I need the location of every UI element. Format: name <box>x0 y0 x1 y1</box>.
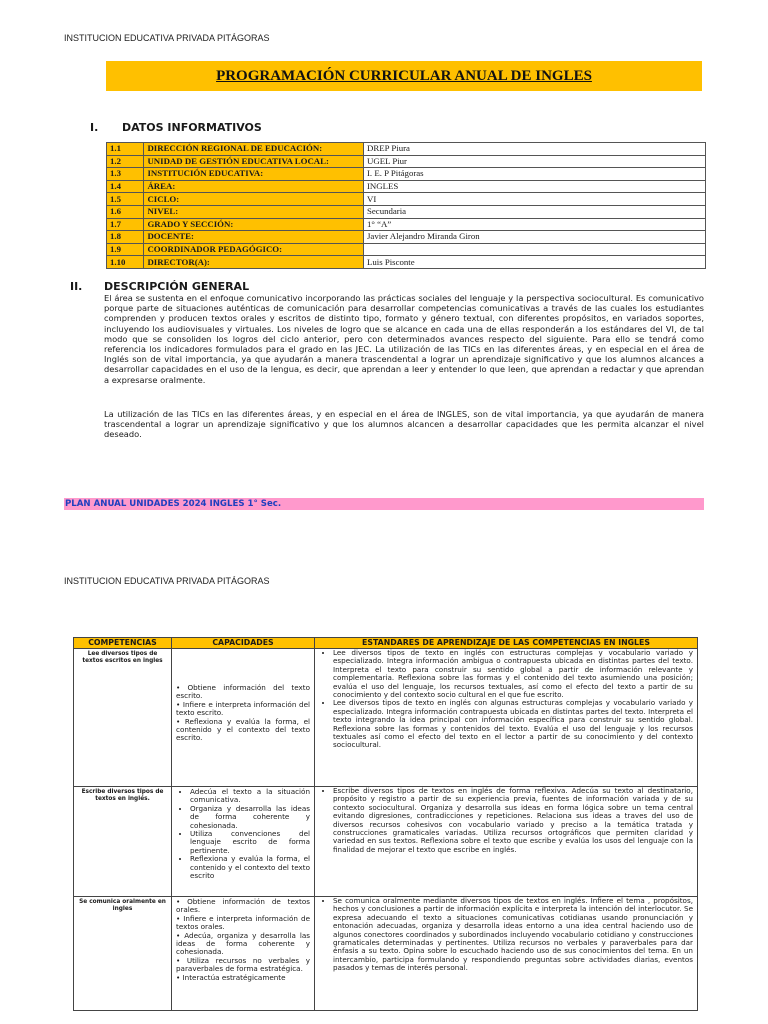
info-number: 1.4 <box>107 180 144 193</box>
header-competencias: COMPETENCIAS <box>74 638 172 649</box>
table-header-row <box>74 638 698 649</box>
info-number: 1.8 <box>107 231 144 244</box>
document-title-box <box>106 61 702 91</box>
info-number: 1.9 <box>107 243 144 256</box>
info-value <box>364 243 706 256</box>
capacidades-cell <box>172 649 315 787</box>
table-row <box>74 897 698 1011</box>
estandares-cell <box>315 649 698 787</box>
capacidad-item: • Utiliza recursos no verbales y paraverbales de forma estratégica. <box>176 955 310 974</box>
page-2-header: INSTITUCION EDUCATIVA PRIVADA PITÁGORAS <box>64 576 270 586</box>
capacidad-item: • Reflexiona y evalúa la forma, el contenido y el contexto del texto escrito <box>190 855 310 880</box>
capacidad-item: • Reflexiona y evalúa la forma, el contenido y el contexto del texto escrito. <box>176 716 310 743</box>
info-label: GRADO Y SECCIÓN: <box>144 218 364 231</box>
estandar-item: • Escribe diversos tipos de textos en inglés de forma reflexiva. Adecúa su texto al destinatario, propósito y registro a partir de su experiencia previa, fuentes de información variada y de su contexto sociocultural. Organiza y desarrolla sus ideas en forma lógica sobre un tema central evitando digresiones, contradicciones y repeticiones. Relaciona sus ideas a traves del uso de diversos recursos cohesivos con vocabulario variado y preciso a la temática tratada y construcciones gramaticales variadas. Utiliza recursos ortográficos que permiten claridad y variedad en sus textos. Reflexiona sobre el texto que escribe y evalúa los usos del lenguaje con la finalidad de mejorar el texto que escribe en inglés. <box>333 787 693 854</box>
estandares-cell <box>315 787 698 897</box>
capacidad-item: • Organiza y desarrolla las ideas de forma coherente y cohesionada. <box>190 805 310 830</box>
table-row <box>74 649 698 787</box>
estandar-item: • Lee diversos tipos de texto en inglés con estructuras complejas y vocabulario variado y especializado. Integra información ambigua o contrapuesta ubicada en distintas partes del texto. Interpreta el texto para construir su sentido global a partir de información relevante y complementaria. Reflexiona sobre las formas y el contenido del texto asumiendo una posición; evalúa el uso del lenguaje, los recursos textuales, así como el efecto del texto a partir de su conocimiento y del contexto socio cultural en el que fue escrito. <box>333 649 693 699</box>
section-1-heading: DATOS INFORMATIVOS <box>122 121 262 134</box>
section-2-heading: DESCRIPCIÓN GENERAL <box>104 280 250 293</box>
info-label: UNIDAD DE GESTIÓN EDUCATIVA LOCAL: <box>144 155 364 168</box>
plan-banner-text: PLAN ANUAL UNIDADES 2024 INGLES 1° Sec. <box>65 499 282 509</box>
info-label: DOCENTE: <box>144 231 364 244</box>
info-row <box>107 256 706 269</box>
info-value: Secundaria <box>364 205 706 218</box>
description-paragraph-1: El área se sustenta en el enfoque comunicativo incorporando las prácticas sociales del lenguaje y la perspectiva sociocultural. Es comunicativo porque parte de situaciones auténticas de comunicación para desarrollar competencias comunicativas a través de las cuales los estudiantes comprenden y producen textos orales y escritos de distinto tipo, formato y género textual, con diferentes propósitos, en variados soportes, incluyendo los audiovisuales y virtuales. Los niveles de logro que se alcance en cada una de ellas responderán a los estándares del VI, de tal modo que se consoliden los logros del ciclo anterior, pero con determinados avances respecto del siguiente. Para ello se tendrá como referencia los indicadores formulados para el grado en las JEC. La utilización de las TICs en las diferentes áreas, y en especial en el área de Inglés son de vital importancia, ya que ayudarán a manera trascendental a lograr un aprendizaje significativo y que los alumnos alcances a desarrollar capacidades en el uso de la lengua, es decir, que aprendan a leer y entender lo que leen, que aprendan a redactar y que aprendan a expresarse oralmente. <box>104 293 704 385</box>
info-label: CICLO: <box>144 193 364 206</box>
estandar-item: • Lee diversos tipos de texto en inglés con algunas estructuras complejas y vocabulario variado y especializado. Integra información contrapuesta ubicada en distintas partes del texto. Interpreta el texto integrando la idea principal con información específica para construir su sentido global. Reflexiona sobre las formas y contenidos del texto. Evalúa el uso del lenguaje y los recursos textuales así como el efecto del texto en el lector a partir de su conocimiento y del contexto sociocultural. <box>333 699 693 749</box>
plan-banner <box>64 498 704 510</box>
competencia-cell: Se comunica oralmente en ingles <box>74 897 172 1011</box>
info-value: UGEL Piur <box>364 155 706 168</box>
competencia-cell: Escribe diversos tipos de textos en inglés. <box>74 787 172 897</box>
header-estandares: ESTANDARES DE APRENDIZAJE DE LAS COMPETENCIAS EN INGLES <box>315 638 698 649</box>
info-number: 1.3 <box>107 168 144 181</box>
info-row <box>107 218 706 231</box>
info-row <box>107 168 706 181</box>
info-row <box>107 243 706 256</box>
capacidad-item: • Obtiene información de textos orales. <box>176 897 310 915</box>
info-value: Javier Alejandro Miranda Giron <box>364 231 706 244</box>
description-paragraph-2: La utilización de las TICs en las diferentes áreas, y en especial en el área de INGLES, son de vital importancia, ya que ayudarán de manera trascendental a lograr un aprendizaje significativo y que los alumnos alcancen a desarrollar capacidades que les permita alcanzar el nivel deseado. <box>104 409 704 440</box>
header-capacidades: CAPACIDADES <box>172 638 315 649</box>
info-value: DREP Piura <box>364 143 706 156</box>
section-1-numeral: I. <box>90 121 99 134</box>
info-row <box>107 155 706 168</box>
table-row <box>74 787 698 897</box>
info-number: 1.10 <box>107 256 144 269</box>
info-label: DIRECCIÓN REGIONAL DE EDUCACIÓN: <box>144 143 364 156</box>
info-value: I. E. P Pitágoras <box>364 168 706 181</box>
info-value: Luis Pisconte <box>364 256 706 269</box>
capacidades-cell <box>172 897 315 1011</box>
info-label: NIVEL: <box>144 205 364 218</box>
info-label: INSTITUCIÓN EDUCATIVA: <box>144 168 364 181</box>
capacidad-item: • Utiliza convenciones del lenguaje escrito de forma pertinente. <box>190 830 310 855</box>
competencia-cell: Lee diversos tipos de textos escritos en ingles <box>74 649 172 787</box>
estandar-item: • Se comunica oralmente mediante diversos tipos de textos en inglés. Infiere el tema , propósitos, hechos y conclusiones a partir de información explícita e interpreta la intención del interlocutor. Se expresa adecuando el texto a situaciones comunicativas cotidianas usando pronunciación y entonación adecuadas, organiza y desarrolla ideas entorno a una idea central haciendo uso de algunos conectores coordinados y subordinados incluyendo vocabulario cotidiano y construcciones gramaticales determinadas y pertinentes. Utiliza recursos no verbales y paraverbales para dar énfasis a su texto. Opina sobre lo escuchado haciendo uso de sus conocimientos del tema. En un intercambio, participa formulando y respondiendo preguntas sobre actividades diarias, eventos pasados y temas de interés personal. <box>333 897 693 973</box>
capacidad-item: • Adecúa el texto a la situación comunicativa. <box>190 788 310 805</box>
section-2-numeral: II. <box>70 280 83 293</box>
info-number: 1.2 <box>107 155 144 168</box>
info-table <box>106 142 706 269</box>
capacidad-item: • Obtiene información del texto escrito. <box>176 683 310 701</box>
info-value: 1° “A” <box>364 218 706 231</box>
info-row <box>107 205 706 218</box>
info-label: COORDINADOR PEDAGÓGICO: <box>144 243 364 256</box>
estandares-cell <box>315 897 698 1011</box>
document-title: PROGRAMACIÓN CURRICULAR ANUAL DE INGLES <box>216 68 592 84</box>
info-number: 1.6 <box>107 205 144 218</box>
info-number: 1.1 <box>107 143 144 156</box>
info-value: INGLES <box>364 180 706 193</box>
info-row <box>107 143 706 156</box>
capacidad-item: • Adecúa, organiza y desarrolla las ideas de forma coherente y cohesionada. <box>176 930 310 957</box>
capacidades-cell <box>172 787 315 897</box>
info-number: 1.7 <box>107 218 144 231</box>
page-header: INSTITUCION EDUCATIVA PRIVADA PITÁGORAS <box>64 33 270 43</box>
info-row <box>107 193 706 206</box>
capacidad-item: • Interactúa estratégicamente <box>176 972 286 982</box>
capacidad-item: • Infiere e interpreta información del texto escrito. <box>176 699 310 718</box>
capacidad-item: • Infiere e interpreta información de textos orales. <box>176 913 310 932</box>
info-row <box>107 180 706 193</box>
info-label: ÁREA: <box>144 180 364 193</box>
info-value: VI <box>364 193 706 206</box>
info-label: DIRECTOR(A): <box>144 256 364 269</box>
info-row <box>107 231 706 244</box>
competencias-table <box>73 637 698 1011</box>
info-number: 1.5 <box>107 193 144 206</box>
